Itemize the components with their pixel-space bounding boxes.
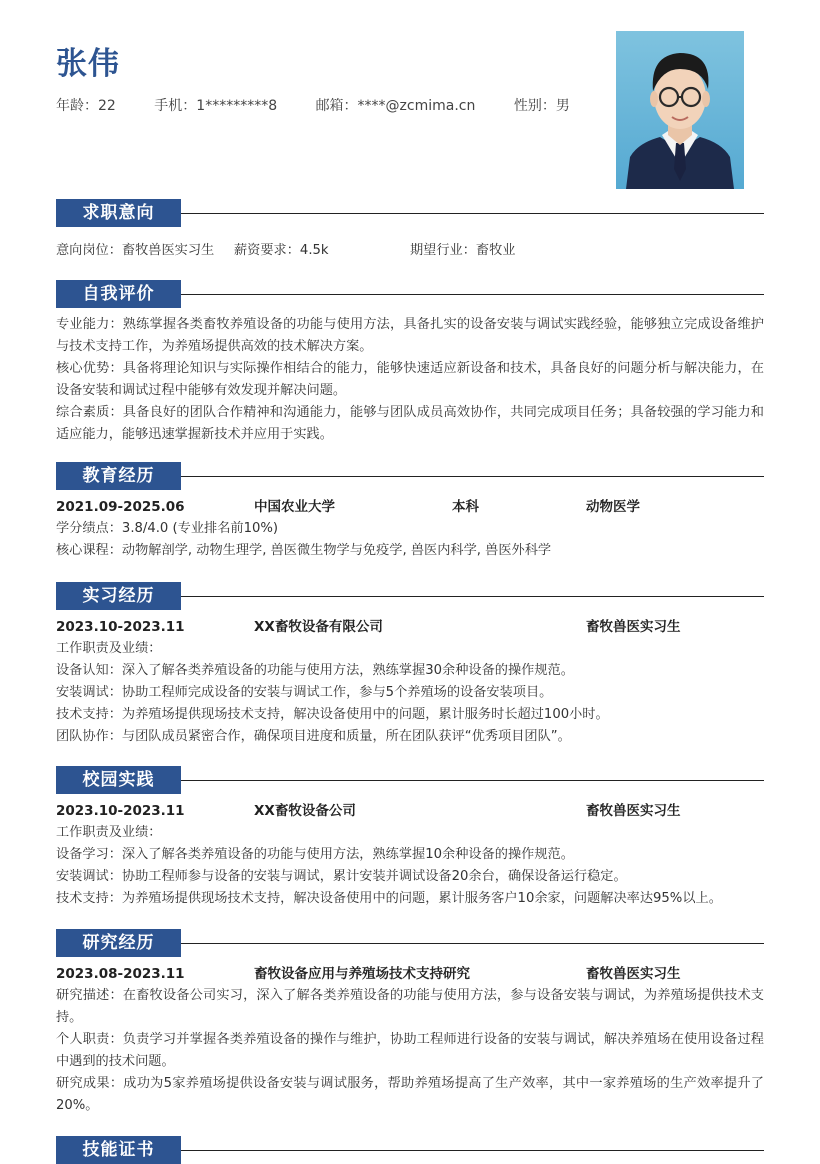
- campus-body: [56, 800, 764, 910]
- internship-company: XX畜牧设备有限公司: [254, 619, 383, 635]
- campus-duty-heading: 工作职责及业绩：: [56, 825, 162, 840]
- intent-position: 意向岗位：畜牧兽医实习生: [56, 243, 215, 258]
- section-header: [56, 462, 764, 490]
- research-outcome: 研究成果：成功为5家养殖场提供设备安装与调试服务，帮助养殖场提高了生产效率，其中一家养殖场的生产效率提升了20%。: [56, 1076, 764, 1113]
- self-item-professional: 专业能力：熟练掌握各类畜牧养殖设备的功能与使用方法，具备扎实的设备安装与调试实践经验，能够独立完成设备维护与技术支持工作，为养殖场提供高效的技术解决方案。: [56, 317, 764, 354]
- internship-duty-item: 设备认知：深入了解各类养殖设备的功能与使用方法，熟练掌握30余种设备的操作规范。: [56, 663, 574, 678]
- education-major: 动物医学: [586, 499, 640, 515]
- campus-role: 畜牧兽医实习生: [586, 803, 681, 819]
- education-gpa: 学分绩点：3.8/4.0 (专业排名前10%): [56, 521, 279, 536]
- research-body: [56, 963, 764, 1117]
- section-rule: [181, 780, 764, 781]
- section-title: 校园实践: [56, 766, 181, 794]
- education-header-row: [56, 496, 764, 518]
- section-title: 技能证书: [56, 1136, 181, 1164]
- section-header: [56, 929, 764, 957]
- campus-date: 2023.10-2023.11: [56, 803, 185, 819]
- intent-body: [56, 240, 764, 262]
- research-role: 畜牧兽医实习生: [586, 966, 681, 982]
- section-header: [56, 280, 764, 308]
- section-header: [56, 199, 764, 227]
- gender: 性别：男: [513, 98, 570, 114]
- internship-date: 2023.10-2023.11: [56, 619, 185, 635]
- education-body: [56, 496, 764, 562]
- campus-company: XX畜牧设备公司: [254, 803, 356, 819]
- campus-duty-item: 安装调试：协助工程师参与设备的安装与调试，累计安装并调试设备20余台，确保设备运行稳定。: [56, 869, 627, 884]
- self-evaluation-body: [56, 314, 764, 446]
- internship-header-row: [56, 616, 764, 638]
- section-title: 研究经历: [56, 929, 181, 957]
- research-project: 畜牧设备应用与养殖场技术支持研究: [254, 966, 470, 982]
- section-rule: [181, 1150, 764, 1151]
- contact-info: [56, 95, 604, 115]
- section-title: 求职意向: [56, 199, 181, 227]
- education-date: 2021.09-2025.06: [56, 499, 185, 515]
- section-header: [56, 766, 764, 794]
- section-rule: [181, 476, 764, 477]
- section-intent: [56, 199, 764, 262]
- section-internship: [56, 582, 764, 748]
- self-item-quality: 综合素质：具备良好的团队合作精神和沟通能力，能够与团队成员高效协作，共同完成项目任务；具备较强的学习能力和适应能力，能够迅速掌握新技术并应用于实践。: [56, 405, 764, 442]
- intent-industry: 期望行业：畜牧业: [410, 243, 516, 258]
- research-responsibility: 个人职责：负责学习并掌握各类养殖设备的操作与维护，协助工程师进行设备的安装与调试，解决养殖场在使用设备过程中遇到的技术问题。: [56, 1032, 764, 1069]
- self-item-advantage: 核心优势：具备将理论知识与实际操作相结合的能力，能够快速适应新设备和技术，具备良好的问题分析与解决能力，在设备安装和调试过程中能够有效发现并解决问题。: [56, 361, 764, 398]
- section-self-evaluation: [56, 280, 764, 446]
- intent-salary: 薪资要求：4.5k: [234, 243, 329, 258]
- internship-duty-item: 技术支持：为养殖场提供现场技术支持，解决设备使用中的问题，累计服务时长超过100小时。: [56, 707, 609, 722]
- internship-role: 畜牧兽医实习生: [586, 619, 681, 635]
- education-courses: 核心课程：动物解剖学, 动物生理学, 兽医微生物学与免疫学, 兽医内科学, 兽医外科学: [56, 543, 552, 558]
- section-title: 教育经历: [56, 462, 181, 490]
- section-campus-practice: [56, 766, 764, 910]
- research-date: 2023.08-2023.11: [56, 966, 185, 982]
- section-rule: [181, 213, 764, 214]
- email: 邮箱：****@zcmima.cn: [315, 98, 476, 114]
- section-education: [56, 462, 764, 562]
- candidate-name: 张伟: [56, 46, 120, 82]
- section-rule: [181, 596, 764, 597]
- profile-photo: [616, 31, 744, 189]
- section-title: 实习经历: [56, 582, 181, 610]
- campus-header-row: [56, 800, 764, 822]
- research-description: 研究描述：在畜牧设备公司实习，深入了解各类养殖设备的功能与使用方法，参与设备安装与调试，为养殖场提供技术支持。: [56, 988, 764, 1025]
- section-title: 自我评价: [56, 280, 181, 308]
- internship-body: [56, 616, 764, 748]
- internship-duty-heading: 工作职责及业绩：: [56, 641, 162, 656]
- campus-duty-item: 技术支持：为养殖场提供现场技术支持，解决设备使用中的问题，累计服务客户10余家，问题解决率达95%以上。: [56, 891, 722, 906]
- age: 年龄：22: [56, 98, 116, 114]
- research-header-row: [56, 963, 764, 985]
- education-school: 中国农业大学: [254, 499, 335, 515]
- phone: 手机：1*********8: [154, 98, 278, 114]
- section-header: [56, 582, 764, 610]
- internship-duty-item: 安装调试：协助工程师完成设备的安装与调试工作，参与5个养殖场的设备安装项目。: [56, 685, 553, 700]
- section-rule: [181, 943, 764, 944]
- section-research: [56, 929, 764, 1117]
- campus-duty-item: 设备学习：深入了解各类养殖设备的功能与使用方法，熟练掌握10余种设备的操作规范。: [56, 847, 574, 862]
- internship-duty-item: 团队协作：与团队成员紧密合作，确保项目进度和质量，所在团队获评“优秀项目团队”。: [56, 729, 571, 744]
- education-degree: 本科: [452, 499, 479, 515]
- section-rule: [181, 294, 764, 295]
